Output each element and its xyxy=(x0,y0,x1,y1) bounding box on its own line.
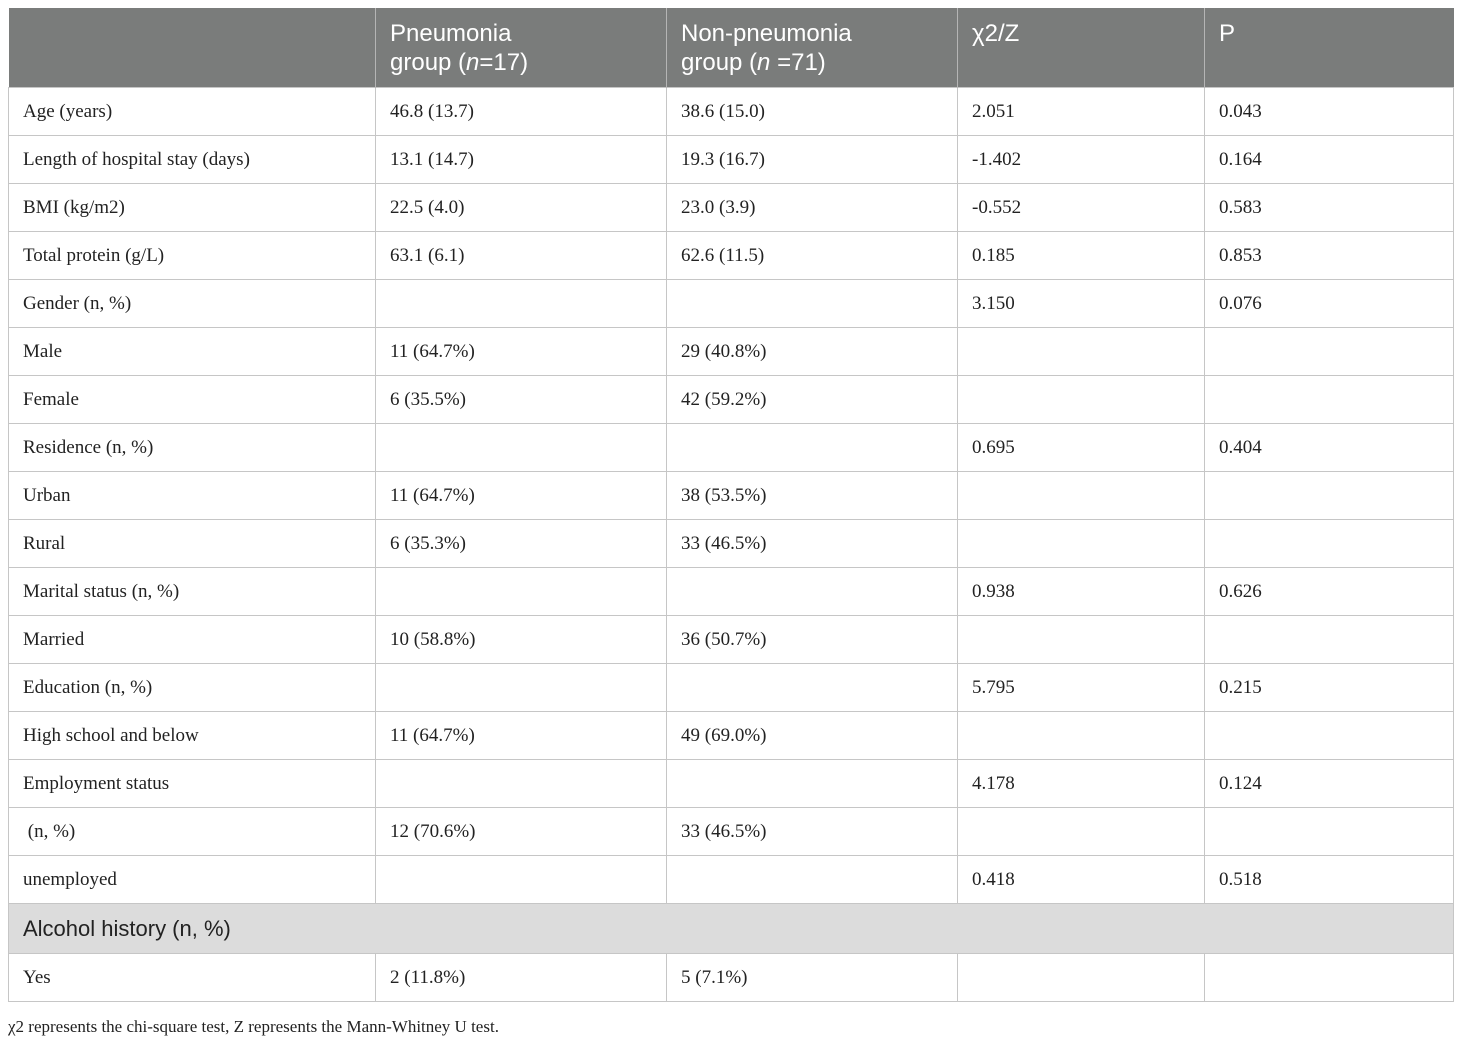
cell-non-pneumonia: 29 (40.8%) xyxy=(667,328,958,376)
cell-p-value xyxy=(1205,808,1454,856)
section-label: Alcohol history (n, %) xyxy=(9,904,1454,954)
cell-label: BMI (kg/m2) xyxy=(9,184,376,232)
header-pneumonia-line1: Pneumonia xyxy=(390,20,512,47)
table-row xyxy=(9,328,1454,376)
cell-p-value: 0.853 xyxy=(1205,232,1454,280)
table-row xyxy=(9,136,1454,184)
cell-non-pneumonia: 23.0 (3.9) xyxy=(667,184,958,232)
cell-statistic xyxy=(958,328,1205,376)
cell-non-pneumonia: 49 (69.0%) xyxy=(667,712,958,760)
cell-statistic: 0.938 xyxy=(958,568,1205,616)
header-pneumonia-suffix: =17) xyxy=(479,49,529,76)
table-row xyxy=(9,232,1454,280)
cell-non-pneumonia: 42 (59.2%) xyxy=(667,376,958,424)
cell-p-value: 0.626 xyxy=(1205,568,1454,616)
cell-pneumonia: 6 (35.5%) xyxy=(376,376,667,424)
cell-p-value xyxy=(1205,328,1454,376)
table-row xyxy=(9,760,1454,808)
cell-non-pneumonia: 5 (7.1%) xyxy=(667,954,958,1002)
cell-non-pneumonia xyxy=(667,760,958,808)
table-row xyxy=(9,712,1454,760)
cell-statistic xyxy=(958,808,1205,856)
table-row xyxy=(9,664,1454,712)
cell-statistic xyxy=(958,472,1205,520)
table-row xyxy=(9,856,1454,904)
header-row xyxy=(9,8,1454,88)
cell-label: Male xyxy=(9,328,376,376)
cell-p-value xyxy=(1205,712,1454,760)
cell-non-pneumonia: 38.6 (15.0) xyxy=(667,88,958,136)
cell-label: Urban xyxy=(9,472,376,520)
header-pneumonia-prefix: group ( xyxy=(390,49,467,76)
table-container xyxy=(8,8,1453,1002)
header-non-pneumonia-suffix: =71) xyxy=(770,49,826,76)
cell-p-value: 0.164 xyxy=(1205,136,1454,184)
cell-p-value xyxy=(1205,376,1454,424)
table-row xyxy=(9,472,1454,520)
cell-p-value: 0.076 xyxy=(1205,280,1454,328)
cell-pneumonia: 63.1 (6.1) xyxy=(376,232,667,280)
cell-p-value: 0.124 xyxy=(1205,760,1454,808)
table-row xyxy=(9,280,1454,328)
cell-p-value xyxy=(1205,472,1454,520)
cell-statistic xyxy=(958,376,1205,424)
table-row xyxy=(9,520,1454,568)
header-non-pneumonia-prefix: group ( xyxy=(681,49,758,76)
cell-statistic: 0.418 xyxy=(958,856,1205,904)
table-row xyxy=(9,88,1454,136)
header-variable xyxy=(9,8,376,88)
cell-pneumonia: 11 (64.7%) xyxy=(376,472,667,520)
cell-statistic: -0.552 xyxy=(958,184,1205,232)
cell-p-value xyxy=(1205,954,1454,1002)
cell-label: Employment status xyxy=(9,760,376,808)
header-statistic: χ2/Z xyxy=(958,8,1205,88)
cell-label: (n, %) xyxy=(9,808,376,856)
cell-non-pneumonia: 33 (46.5%) xyxy=(667,808,958,856)
cell-statistic: 2.051 xyxy=(958,88,1205,136)
cell-label: Yes xyxy=(9,954,376,1002)
table-header xyxy=(9,8,1454,88)
cell-statistic xyxy=(958,520,1205,568)
cell-pneumonia: 10 (58.8%) xyxy=(376,616,667,664)
cell-label: Length of hospital stay (days) xyxy=(9,136,376,184)
footnote: χ2 represents the chi-square test, Z represents the Mann-Whitney U test. xyxy=(8,1017,499,1036)
cell-label: Married xyxy=(9,616,376,664)
table-row xyxy=(9,568,1454,616)
cell-label: Education (n, %) xyxy=(9,664,376,712)
table-row xyxy=(9,376,1454,424)
header-non-pneumonia-group xyxy=(667,8,958,88)
header-non-pneumonia-line1: Non-pneumonia xyxy=(681,20,852,47)
cell-p-value: 0.043 xyxy=(1205,88,1454,136)
cell-label: Gender (n, %) xyxy=(9,280,376,328)
cell-label: High school and below xyxy=(9,712,376,760)
cell-label: Marital status (n, %) xyxy=(9,568,376,616)
cell-pneumonia: 46.8 (13.7) xyxy=(376,88,667,136)
cell-statistic: -1.402 xyxy=(958,136,1205,184)
cell-p-value: 0.215 xyxy=(1205,664,1454,712)
cell-pneumonia xyxy=(376,856,667,904)
cell-label: Age (years) xyxy=(9,88,376,136)
cell-statistic xyxy=(958,712,1205,760)
cell-pneumonia xyxy=(376,280,667,328)
cell-p-value: 0.583 xyxy=(1205,184,1454,232)
data-table xyxy=(8,8,1454,1002)
cell-pneumonia: 12 (70.6%) xyxy=(376,808,667,856)
cell-non-pneumonia xyxy=(667,664,958,712)
cell-statistic: 5.795 xyxy=(958,664,1205,712)
table-row xyxy=(9,424,1454,472)
cell-pneumonia xyxy=(376,424,667,472)
cell-non-pneumonia xyxy=(667,424,958,472)
header-p-value: P xyxy=(1205,8,1454,88)
cell-statistic: 3.150 xyxy=(958,280,1205,328)
cell-non-pneumonia: 33 (46.5%) xyxy=(667,520,958,568)
cell-label: Female xyxy=(9,376,376,424)
cell-pneumonia: 22.5 (4.0) xyxy=(376,184,667,232)
cell-statistic xyxy=(958,954,1205,1002)
header-pneumonia-group xyxy=(376,8,667,88)
cell-p-value xyxy=(1205,616,1454,664)
table-row xyxy=(9,808,1454,856)
table-row xyxy=(9,616,1454,664)
cell-non-pneumonia xyxy=(667,568,958,616)
cell-non-pneumonia xyxy=(667,856,958,904)
cell-pneumonia: 11 (64.7%) xyxy=(376,712,667,760)
cell-statistic: 4.178 xyxy=(958,760,1205,808)
cell-non-pneumonia: 36 (50.7%) xyxy=(667,616,958,664)
cell-p-value: 0.518 xyxy=(1205,856,1454,904)
table-row xyxy=(9,184,1454,232)
cell-pneumonia: 11 (64.7%) xyxy=(376,328,667,376)
section-row xyxy=(9,904,1454,954)
cell-statistic: 0.185 xyxy=(958,232,1205,280)
cell-label: Rural xyxy=(9,520,376,568)
cell-pneumonia: 2 (11.8%) xyxy=(376,954,667,1002)
cell-statistic xyxy=(958,616,1205,664)
cell-non-pneumonia: 62.6 (11.5) xyxy=(667,232,958,280)
cell-label: Total protein (g/L) xyxy=(9,232,376,280)
cell-pneumonia xyxy=(376,760,667,808)
cell-p-value: 0.404 xyxy=(1205,424,1454,472)
table-row xyxy=(9,954,1454,1002)
header-non-pneumonia-n: n xyxy=(757,49,771,76)
header-pneumonia-n: n xyxy=(466,49,480,76)
cell-pneumonia: 13.1 (14.7) xyxy=(376,136,667,184)
cell-label: Residence (n, %) xyxy=(9,424,376,472)
cell-statistic: 0.695 xyxy=(958,424,1205,472)
cell-pneumonia: 6 (35.3%) xyxy=(376,520,667,568)
cell-pneumonia xyxy=(376,568,667,616)
table-body xyxy=(9,88,1454,1002)
cell-p-value xyxy=(1205,520,1454,568)
cell-non-pneumonia: 38 (53.5%) xyxy=(667,472,958,520)
cell-non-pneumonia: 19.3 (16.7) xyxy=(667,136,958,184)
cell-label: unemployed xyxy=(9,856,376,904)
cell-pneumonia xyxy=(376,664,667,712)
cell-non-pneumonia xyxy=(667,280,958,328)
